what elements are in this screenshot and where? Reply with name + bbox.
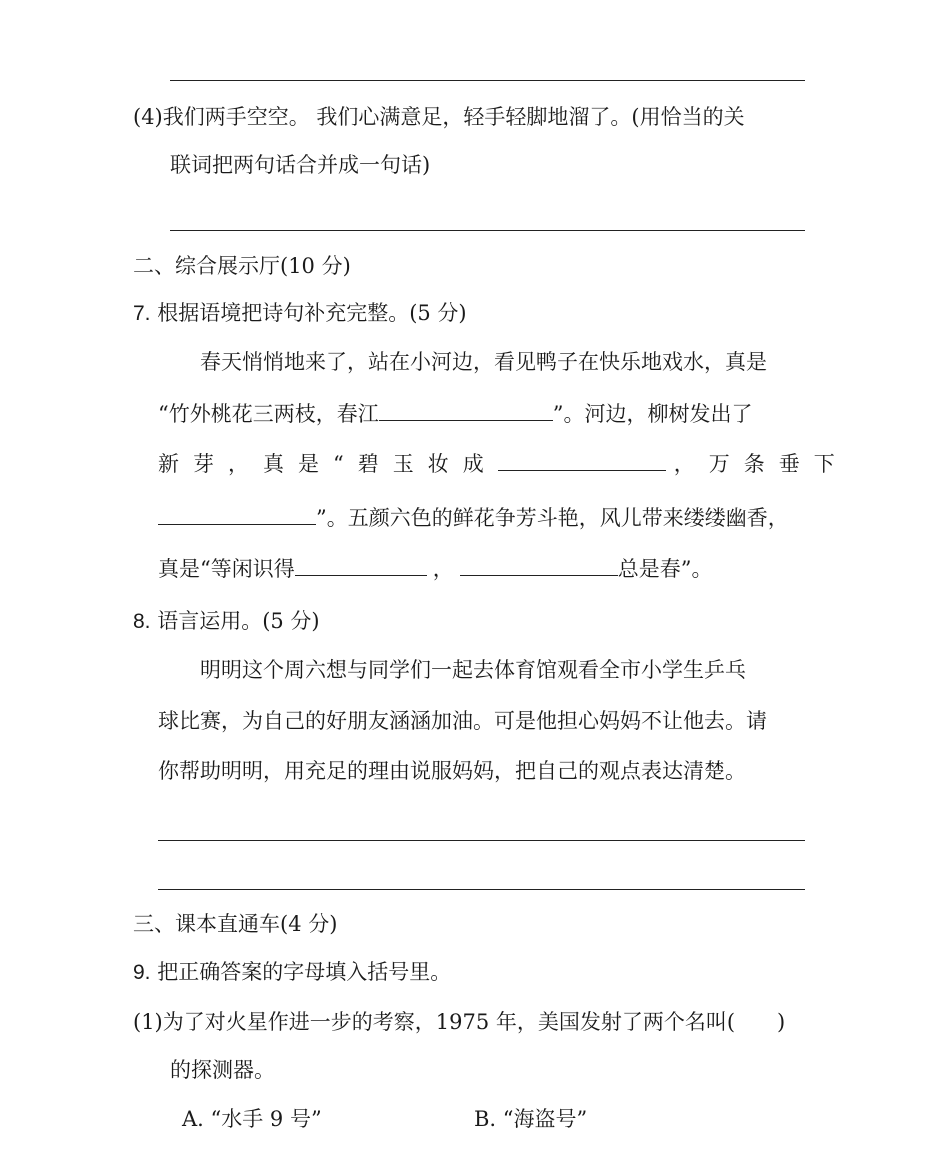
section-3-title: 三、课本直通车(4 分)	[133, 912, 338, 936]
q6-4-line2: 联词把两句话合并成一句话)	[170, 153, 431, 177]
answer-line[interactable]	[170, 230, 805, 231]
q8-paragraph-line3: 你帮助明明，用充足的理由说服妈妈，把自己的观点表达清楚。	[158, 759, 746, 783]
q7-text: “竹外桃花三两枝，春江	[158, 402, 379, 426]
q7-text: ”。河边，柳树发出了	[552, 402, 753, 426]
q9-sub1-line1: (1)为了对火星作进一步的考察，1975 年，美国发射了两个名叫( )	[133, 1010, 786, 1034]
q7-paragraph-line2	[158, 398, 753, 429]
question-title: 语言运用。(5 分)	[157, 609, 320, 633]
q7-text: ，	[432, 557, 454, 581]
q6-4-line1: (4)我们两手空空。 我们心满意足，轻手轻脚地溜了。(用恰当的关	[133, 105, 745, 129]
answer-line[interactable]	[170, 80, 805, 81]
question-number: 8.	[133, 610, 151, 633]
q7-paragraph-line5	[158, 553, 713, 584]
q8-paragraph-line1: 明明这个周六想与同学们一起去体育馆观看全市小学生乒乓	[200, 658, 746, 682]
q7-text: 真是“等闲识得	[158, 557, 295, 581]
q7-paragraph-line3	[158, 448, 849, 479]
answer-line[interactable]	[158, 889, 805, 890]
option-a[interactable]: A. “水手 9 号”	[182, 1107, 322, 1131]
question-7-heading	[133, 298, 467, 329]
question-number: 7.	[133, 302, 151, 325]
question-9-heading	[133, 957, 451, 988]
answer-line[interactable]	[158, 840, 805, 841]
q9-sub1-line2: 的探测器。	[170, 1058, 275, 1082]
question-title: 根据语境把诗句补充完整。(5 分)	[157, 301, 467, 325]
q8-paragraph-line2: 球比赛，为自己的好朋友涵涵加油。可是他担心妈妈不让他去。请	[158, 709, 767, 733]
question-title: 把正确答案的字母填入括号里。	[157, 960, 452, 984]
fill-blank[interactable]	[295, 553, 427, 576]
fill-blank[interactable]	[460, 553, 618, 576]
q7-paragraph-line1: 春天悄悄地来了，站在小河边，看见鸭子在快乐地戏水，真是	[200, 350, 767, 374]
question-8-heading	[133, 606, 320, 637]
section-2-title: 二、综合展示厅(10 分)	[133, 254, 351, 278]
option-b[interactable]: B. “海盗号”	[474, 1107, 588, 1131]
q7-text: ，万条垂下	[673, 452, 849, 476]
q7-text: 总是春”。	[617, 557, 713, 581]
fill-blank[interactable]	[379, 398, 553, 421]
q7-text: ”。五颜六色的鲜花争芳斗艳，风儿带来缕缕幽香，	[316, 506, 789, 530]
q7-paragraph-line4	[158, 502, 789, 533]
fill-blank[interactable]	[498, 448, 666, 471]
fill-blank[interactable]	[158, 502, 316, 525]
q7-text: 新芽，真是“碧玉妆成	[158, 452, 498, 476]
question-number: 9.	[133, 961, 151, 984]
